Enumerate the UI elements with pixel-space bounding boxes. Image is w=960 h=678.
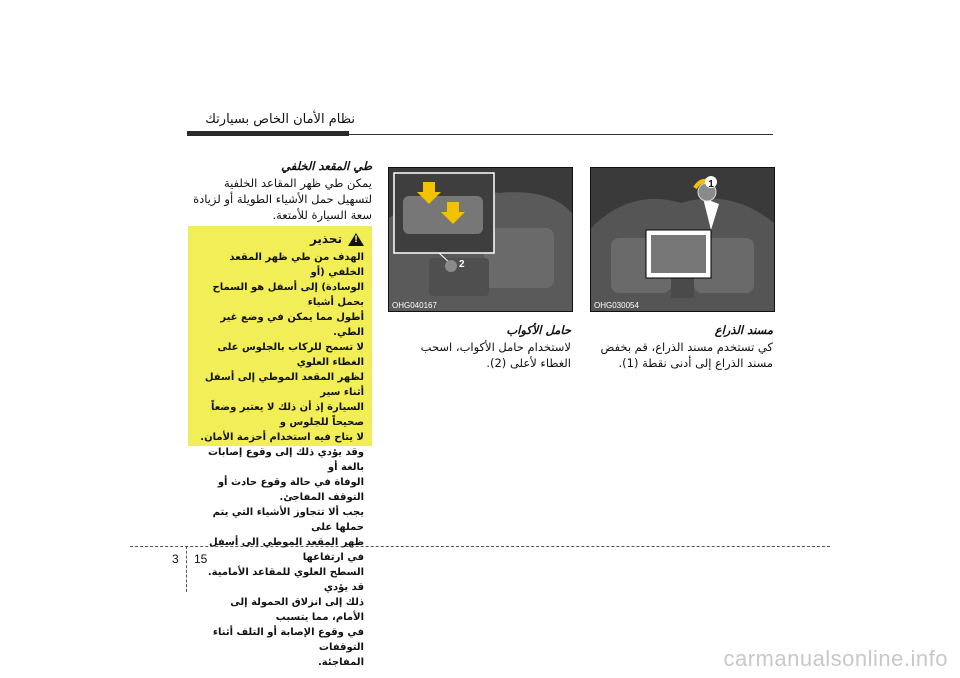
warning-triangle-icon: !: [348, 233, 364, 246]
warning-line: يجب ألا تتجاوز الأشياء التي يتم حملها على: [212, 507, 364, 533]
warning-line: في وقوع الإصابة أو التلف أثناء التوقفات: [212, 627, 364, 653]
armrest-photo: [590, 167, 775, 312]
cup-holder-photo: [388, 167, 573, 312]
footer-rule: [130, 546, 830, 547]
warning-line: لا يتاح فيه استخدام أحزمة الأمان.: [200, 432, 364, 443]
footer-divider: [186, 546, 187, 592]
armrest-illustration: [591, 168, 774, 311]
armrest-section: [590, 322, 773, 371]
warning-line: المفاجئة.: [318, 657, 364, 668]
header-bar: [187, 131, 349, 136]
warning-line: لظهر المقعد الموطي إلى أسفل أثناء سير: [204, 372, 364, 398]
header-rule: [349, 134, 773, 135]
warning-line: الوسادة) إلى أسفل هو السماح بحمل أشياء: [212, 282, 364, 308]
cup-holder-text: لاستخدام حامل الأكواب، اسحب الغطاء لأعلى (2).: [420, 340, 571, 370]
callout-2: 2: [459, 259, 465, 270]
photo-id-right: OHG030054: [594, 301, 639, 310]
watermark: carmanualsonline.info: [723, 646, 948, 671]
warning-line: السيارة إذ أن ذلك لا يعتبر وضعاً صحيحاً للجلوس و: [211, 402, 364, 428]
photo-id-middle: OHG040167: [392, 301, 437, 310]
warning-line: أطول مما يمكن في وضع غير الطي.: [220, 312, 364, 338]
warning-line: الهدف من طي ظهر المقعد الخلفي (أو: [229, 252, 364, 278]
page-number: 15: [194, 552, 208, 566]
cup-holder-section: [388, 322, 571, 371]
rear-seat-fold-text: يمكن طي ظهر المقاعد الخلفية لتسهيل حمل الأشياء الطويلة أو لزيادة سعة السيارة للأمتعة.: [193, 176, 372, 222]
warning-line: السطح العلوي للمقاعد الأمامية. قد يؤدي: [207, 567, 364, 593]
rear-seat-fold-section: [188, 158, 372, 223]
rear-seat-fold-heading: طي المقعد الخلفي: [281, 159, 372, 173]
warning-line: وقد يؤدي ذلك إلى وقوع إصابات بالغة أو: [207, 447, 364, 473]
section-header-title: نظام الأمان الخاص بسيارتك: [205, 112, 355, 127]
warning-title: تحذير: [309, 232, 342, 246]
callout-1: 1: [708, 179, 714, 190]
warning-line: الوفاة في حالة وقوع حادث أو التوقف المفاجئ.: [217, 477, 364, 503]
cup-holder-illustration: [389, 168, 572, 311]
armrest-text: كي تستخدم مسند الذراع، قم بخفض مسند الذراع إلى أدنى نقطة (1).: [600, 340, 773, 370]
armrest-heading: مسند الذراع: [714, 323, 773, 337]
warning-line: ذلك إلى انزلاق الحمولة إلى الأمام، مما يتسبب: [230, 597, 364, 623]
cup-holder-heading: حامل الأكواب: [506, 323, 571, 337]
section-number: 3: [172, 552, 179, 566]
warning-line: لا تسمح للركاب بالجلوس على الغطاء العلوي: [217, 342, 364, 368]
warning-line: ظهر المقعد الموطي إلى أسفل في ارتفاعها: [208, 537, 364, 563]
